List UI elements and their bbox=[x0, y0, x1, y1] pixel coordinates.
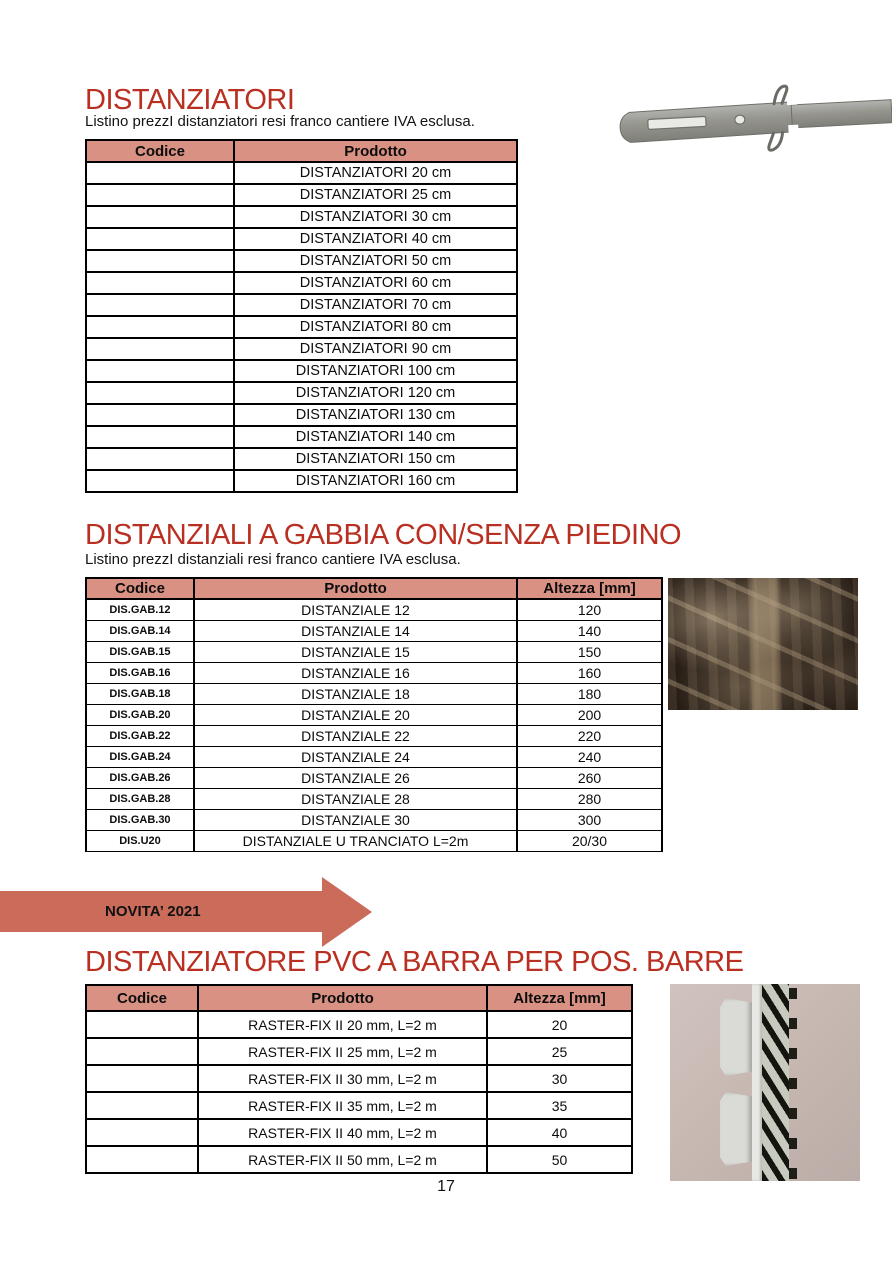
table-cell: 220 bbox=[517, 726, 662, 747]
column-header: Prodotto bbox=[194, 578, 517, 599]
table-row bbox=[86, 228, 517, 250]
pvc-spacer-tab bbox=[720, 1092, 752, 1166]
table-cell: DIS.GAB.14 bbox=[86, 621, 194, 642]
table-row bbox=[86, 768, 662, 789]
table-cell bbox=[86, 206, 234, 228]
pvc-bar-spacer-photo bbox=[670, 984, 860, 1181]
table-cell: DISTANZIALE 22 bbox=[194, 726, 517, 747]
table-cell: DIS.GAB.22 bbox=[86, 726, 194, 747]
distanziali-gabbia-price-table bbox=[85, 577, 663, 852]
pvc-spacer-truss bbox=[762, 984, 789, 1181]
table-cell: DISTANZIATORI 90 cm bbox=[234, 338, 517, 360]
table-cell: DISTANZIALE 26 bbox=[194, 768, 517, 789]
table-cell: RASTER-FIX II 20 mm, L=2 m bbox=[198, 1011, 487, 1038]
column-header: Codice bbox=[86, 140, 234, 162]
table-cell: 280 bbox=[517, 789, 662, 810]
novita-banner-label: NOVITA’ 2021 bbox=[105, 903, 201, 920]
column-header: Altezza [mm] bbox=[487, 985, 632, 1011]
table-cell: DISTANZIATORI 40 cm bbox=[234, 228, 517, 250]
table-row bbox=[86, 382, 517, 404]
table-cell: DISTANZIALE 18 bbox=[194, 684, 517, 705]
table-cell bbox=[86, 338, 234, 360]
table-cell: DISTANZIALE 20 bbox=[194, 705, 517, 726]
table-cell: 50 bbox=[487, 1146, 632, 1173]
table-cell bbox=[86, 360, 234, 382]
table-row bbox=[86, 316, 517, 338]
table-row bbox=[86, 470, 517, 492]
table-row bbox=[86, 360, 517, 382]
table-cell: 20 bbox=[487, 1011, 632, 1038]
distanziatore-pvc-price-table bbox=[85, 984, 633, 1174]
novita-banner-arrow bbox=[0, 891, 322, 932]
table-cell: DISTANZIATORI 80 cm bbox=[234, 316, 517, 338]
table-row bbox=[86, 1146, 632, 1173]
table-cell: DISTANZIATORI 140 cm bbox=[234, 426, 517, 448]
table-cell: 240 bbox=[517, 747, 662, 768]
table-cell: DIS.GAB.20 bbox=[86, 705, 194, 726]
table-cell: 160 bbox=[517, 663, 662, 684]
table-cell: DISTANZIATORI 120 cm bbox=[234, 382, 517, 404]
pvc-spacer-tab bbox=[720, 998, 752, 1076]
table-cell: RASTER-FIX II 30 mm, L=2 m bbox=[198, 1065, 487, 1092]
table-row bbox=[86, 250, 517, 272]
table-cell: DISTANZIALE 12 bbox=[194, 599, 517, 621]
table-row bbox=[86, 621, 662, 642]
table-cell bbox=[86, 228, 234, 250]
table-cell bbox=[86, 184, 234, 206]
table-cell: 140 bbox=[517, 621, 662, 642]
table-row bbox=[86, 426, 517, 448]
column-header: Codice bbox=[86, 985, 198, 1011]
table-cell: 150 bbox=[517, 642, 662, 663]
section-title-distanziatori: DISTANZIATORI bbox=[85, 84, 295, 116]
table-cell: 30 bbox=[487, 1065, 632, 1092]
column-header: Codice bbox=[86, 578, 194, 599]
table-row bbox=[86, 206, 517, 228]
table-cell: DISTANZIATORI 25 cm bbox=[234, 184, 517, 206]
table-cell bbox=[86, 316, 234, 338]
table-cell: DISTANZIATORI 150 cm bbox=[234, 448, 517, 470]
table-cell: 180 bbox=[517, 684, 662, 705]
table-cell bbox=[86, 1038, 198, 1065]
table-cell: DISTANZIATORI 100 cm bbox=[234, 360, 517, 382]
table-row bbox=[86, 1092, 632, 1119]
table-row bbox=[86, 1119, 632, 1146]
table-cell: DISTANZIALE 14 bbox=[194, 621, 517, 642]
novita-banner-arrowhead-icon bbox=[322, 877, 372, 947]
distanziatori-price-table bbox=[85, 139, 518, 493]
table-cell: DISTANZIALE U TRANCIATO L=2m bbox=[194, 831, 517, 852]
table-cell bbox=[86, 294, 234, 316]
table-cell bbox=[86, 470, 234, 492]
table-cell: DISTANZIATORI 20 cm bbox=[234, 162, 517, 184]
pvc-spacer-teeth bbox=[789, 988, 797, 1185]
table-row bbox=[86, 272, 517, 294]
table-row bbox=[86, 404, 517, 426]
section-title-distanziali-gabbia: DISTANZIALI A GABBIA CON/SENZA PIEDINO bbox=[85, 519, 682, 551]
table-cell: DIS.GAB.12 bbox=[86, 599, 194, 621]
table-row bbox=[86, 705, 662, 726]
table-row bbox=[86, 1011, 632, 1038]
table-cell: DIS.U20 bbox=[86, 831, 194, 852]
header-row bbox=[86, 578, 662, 599]
header-row bbox=[86, 985, 632, 1011]
table-cell bbox=[86, 272, 234, 294]
table-cell: RASTER-FIX II 40 mm, L=2 m bbox=[198, 1119, 487, 1146]
table-cell: DIS.GAB.24 bbox=[86, 747, 194, 768]
table-cell: DIS.GAB.28 bbox=[86, 789, 194, 810]
table-cell: DISTANZIALE 15 bbox=[194, 642, 517, 663]
section-title-distanziatore-pvc: DISTANZIATORE PVC A BARRA PER POS. BARRE bbox=[85, 946, 744, 978]
table-cell: DISTANZIALE 16 bbox=[194, 663, 517, 684]
table-cell bbox=[86, 404, 234, 426]
table-row bbox=[86, 831, 662, 852]
table-cell: DISTANZIATORI 30 cm bbox=[234, 206, 517, 228]
section-subtitle-distanziatori: Listino prezzI distanziatori resi franco cantiere IVA esclusa. bbox=[85, 113, 475, 130]
table-cell: RASTER-FIX II 25 mm, L=2 m bbox=[198, 1038, 487, 1065]
metal-bar-spacer-photo bbox=[612, 82, 892, 162]
table-cell: 300 bbox=[517, 810, 662, 831]
table-cell: DIS.GAB.15 bbox=[86, 642, 194, 663]
column-header: Altezza [mm] bbox=[517, 578, 662, 599]
pvc-spacer-spine bbox=[752, 984, 762, 1181]
table-cell bbox=[86, 1119, 198, 1146]
page-number: 17 bbox=[437, 1178, 455, 1195]
table-cell: DISTANZIATORI 130 cm bbox=[234, 404, 517, 426]
header-row bbox=[86, 140, 517, 162]
table-cell: DISTANZIATORI 60 cm bbox=[234, 272, 517, 294]
table-cell bbox=[86, 448, 234, 470]
table-cell: 260 bbox=[517, 768, 662, 789]
table-row bbox=[86, 810, 662, 831]
table-cell: 25 bbox=[487, 1038, 632, 1065]
table-cell bbox=[86, 426, 234, 448]
table-cell: DISTANZIATORI 50 cm bbox=[234, 250, 517, 272]
table-row bbox=[86, 294, 517, 316]
table-cell bbox=[86, 250, 234, 272]
table-row bbox=[86, 747, 662, 768]
table-cell: DISTANZIATORI 70 cm bbox=[234, 294, 517, 316]
table-row bbox=[86, 726, 662, 747]
table-cell: DISTANZIATORI 160 cm bbox=[234, 470, 517, 492]
table-cell: DIS.GAB.16 bbox=[86, 663, 194, 684]
column-header: Prodotto bbox=[234, 140, 517, 162]
table-cell: 200 bbox=[517, 705, 662, 726]
table-row bbox=[86, 1038, 632, 1065]
table-row bbox=[86, 663, 662, 684]
table-cell: 120 bbox=[517, 599, 662, 621]
table-cell: DISTANZIALE 24 bbox=[194, 747, 517, 768]
table-cell bbox=[86, 1065, 198, 1092]
table-cell bbox=[86, 1146, 198, 1173]
table-row bbox=[86, 642, 662, 663]
table-cell: RASTER-FIX II 50 mm, L=2 m bbox=[198, 1146, 487, 1173]
table-row bbox=[86, 599, 662, 621]
table-cell: DISTANZIALE 30 bbox=[194, 810, 517, 831]
table-cell: DIS.GAB.30 bbox=[86, 810, 194, 831]
cage-spacers-photo bbox=[668, 578, 858, 710]
table-cell: DIS.GAB.18 bbox=[86, 684, 194, 705]
table-row bbox=[86, 684, 662, 705]
table-row bbox=[86, 338, 517, 360]
table-cell: 40 bbox=[487, 1119, 632, 1146]
table-cell bbox=[86, 1011, 198, 1038]
table-row bbox=[86, 1065, 632, 1092]
table-cell: 35 bbox=[487, 1092, 632, 1119]
table-row bbox=[86, 184, 517, 206]
section-subtitle-distanziali-gabbia: Listino prezzI distanziali resi franco cantiere IVA esclusa. bbox=[85, 551, 461, 568]
table-cell: RASTER-FIX II 35 mm, L=2 m bbox=[198, 1092, 487, 1119]
table-row bbox=[86, 448, 517, 470]
column-header: Prodotto bbox=[198, 985, 487, 1011]
table-cell bbox=[86, 1092, 198, 1119]
table-cell: 20/30 bbox=[517, 831, 662, 852]
table-cell: DISTANZIALE 28 bbox=[194, 789, 517, 810]
table-cell: DIS.GAB.26 bbox=[86, 768, 194, 789]
table-row bbox=[86, 162, 517, 184]
table-row bbox=[86, 789, 662, 810]
table-cell bbox=[86, 162, 234, 184]
table-cell bbox=[86, 382, 234, 404]
